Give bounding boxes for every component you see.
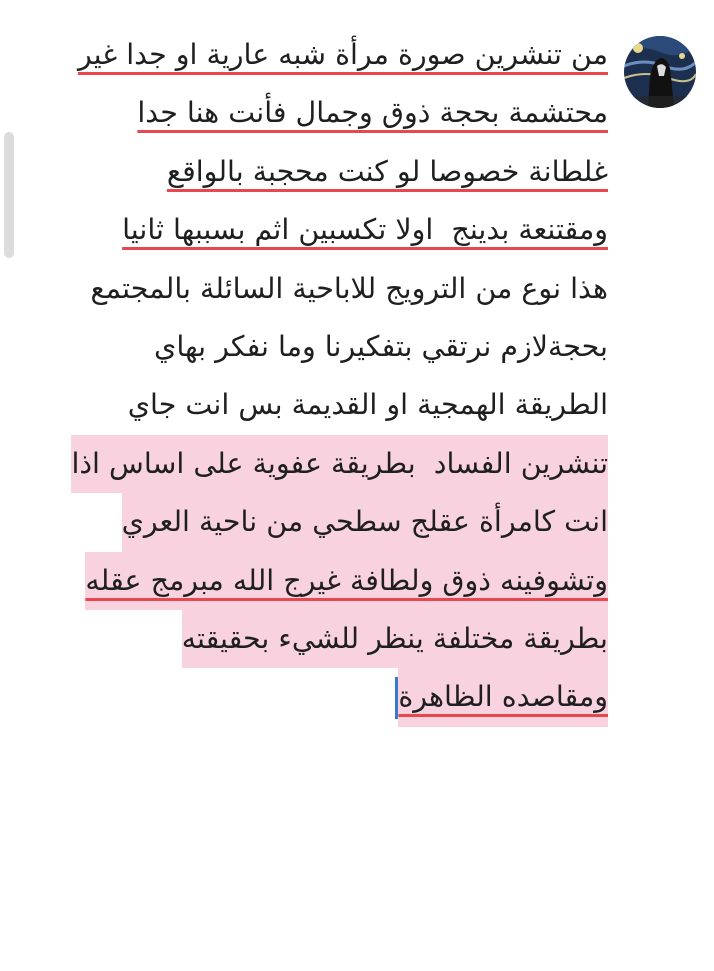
selected-text-line: ومقاصده الظاهرة [398, 668, 608, 726]
misspelled-text-line: ومقتنعة بدينج اولا تكسبين اثم بسببها ثانيا [122, 213, 608, 247]
text-line-content: الطريقة الهمجية او القديمة بس انت جاي [127, 388, 608, 422]
avatar[interactable] [624, 36, 696, 108]
selected-text-line: تنشرين الفساد بطريقة عفوية على اساس اذا [71, 435, 608, 493]
selected-text-line: بطريقة مختلفة ينظر للشيء بحقيقته [182, 610, 608, 668]
text-line [28, 260, 608, 318]
misspelled-text-line: من تنشرين صورة مرأة شبه عارية او جدا غير [77, 38, 608, 71]
misspelled-text-line: محتشمة بحجة ذوق وجمال فأنت هنا جدا [137, 96, 608, 130]
text-line [28, 493, 608, 551]
scrollbar-thumb[interactable] [4, 132, 14, 258]
selected-text-line: انت كامرأة عقلج سطحي من ناحية العري [122, 493, 608, 551]
text-line [28, 610, 608, 668]
text-line [28, 552, 608, 610]
avatar-image [624, 36, 696, 108]
text-line [28, 84, 608, 142]
selected-text-line: وتشوفينه ذوق ولطافة غيرج الله مبرمج عقله [85, 552, 608, 610]
text-line [28, 143, 608, 201]
text-line [28, 201, 608, 259]
text-line [28, 435, 608, 493]
message-text-area[interactable] [28, 26, 608, 727]
text-line [28, 26, 608, 84]
text-line-content: هذا نوع من الترويج للاباحية السائلة بالمجتمع [90, 271, 608, 305]
text-line [28, 376, 608, 434]
text-line [28, 318, 608, 376]
misspelled-text-line: غلطانة خصوصا لو كنت محجبة بالواقع [166, 154, 608, 188]
text-line-content: بحجةلازم نرتقي بتفكيرنا وما نفكر بهاي [154, 329, 608, 363]
text-line [28, 668, 608, 726]
